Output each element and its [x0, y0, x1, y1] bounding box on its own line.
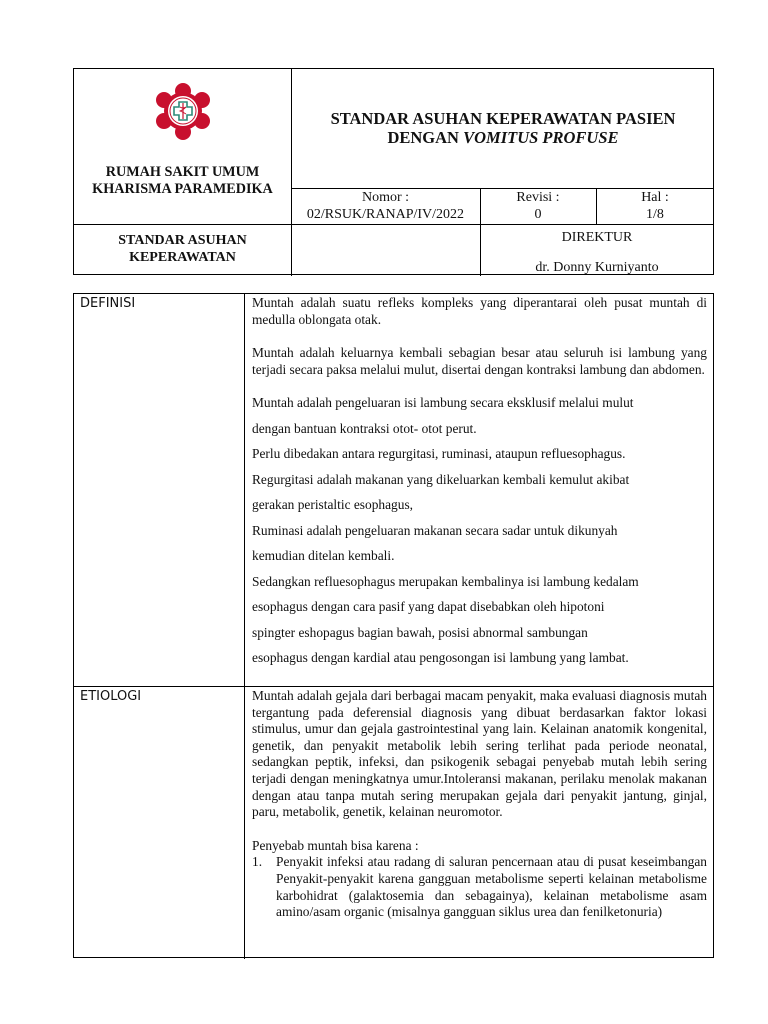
hospital-name: RUMAH SAKIT UMUM KHARISMA PARAMEDIKA	[92, 164, 273, 197]
definisi-label: DEFINISI	[80, 296, 136, 311]
definisi-text	[252, 295, 707, 671]
content-divider-row	[74, 686, 714, 687]
direktur-label: DIREKTUR	[561, 230, 633, 245]
etiologi-paragraph: Muntah adalah gejala dari berbagai macam penyakit, maka evaluasi diagnosis mutah tergantung pada deferensial diagnosis yang dibuat berdasarkan faktor lokasi stimulus, umur dan gejala gastrointestinal yang lain. Kelainan anatomik kongenital, genetik, dan penyakit metabolik lebih sering terlihat pada periode neonatal, sedangkan peptik, infeksi, dan psikogenik sebagai penyebab mutah lebih sering terjadi dengan meningkatnya umur.Intoleransi makanan, perilaku menolak makanan dengan atau tanpa mutah sering merupakan gejala dari penyakit jantung, ginjal, paru, metabolik, genetik, kelainan neuromotor.	[252, 688, 707, 820]
definisi-paragraph: Muntah adalah suatu refleks kompleks yang diperantarai oleh pusat muntah di medulla oblongata otak.	[252, 295, 707, 327]
hospital-logo	[154, 83, 212, 141]
definisi-paragraph: Muntah adalah keluarnya kembali sebagian besar atau seluruh isi lambung yang terjadi secara paksa melalui mulut, disertai dengan kontraksi lambung dan abdomen.	[252, 345, 707, 377]
content-table	[73, 293, 714, 958]
etiologi-paragraph: Penyebab muntah bisa karena :	[252, 837, 419, 853]
nomor-value: 02/RSUK/RANAP/IV/2022	[306, 207, 465, 222]
document-title: STANDAR ASUHAN KEPERAWATAN PASIEN DENGAN VOMITUS PROFUSE	[330, 109, 676, 147]
list-number: 1.	[252, 854, 263, 870]
list-item	[252, 854, 707, 920]
revisi-value: 0	[534, 207, 542, 222]
definisi-spaced-block: Muntah adalah pengeluaran isi lambung secara eksklusif melalui mulut dengan bantuan kontraksi otot- otot perut. Perlu dibedakan antara regurgitasi, ruminasi, ataupun refluesophagus. Regurgitasi adalah makanan yang dikeluarkan kembali kemulut akibat gerakan peristaltic esophagus, Ruminasi adalah pengeluaran makanan secara sadar untuk dikunyah kemudian ditelan kembali. Sedangkan refluesophagus merupakan kembalinya isi lambung kedalam esophagus dengan cara pasif yang dapat disebabkan oleh hipotoni spingter eshopagus bagian bawah, posisi abnormal sambungan esophagus dengan kardial atau pengosongan isi lambung yang lambat.	[252, 395, 639, 666]
document-header-table	[73, 68, 714, 275]
hal-value: 1/8	[646, 207, 664, 222]
direktur-name: dr. Donny Kurniyanto	[535, 260, 659, 275]
revisi-cell: Revisi : 0	[480, 189, 596, 223]
etiologi-text	[252, 688, 707, 921]
header-divider-vertical	[291, 69, 292, 276]
content-divider-vertical	[244, 294, 245, 959]
hal-cell: Hal : 1/8	[596, 189, 714, 223]
title-diagnosis: VOMITUS PROFUSE	[463, 128, 619, 147]
nomor-cell: Nomor : 02/RSUK/RANAP/IV/2022	[291, 189, 480, 223]
list-text: Penyakit infeksi atau radang di saluran pencernaan atau di pusat keseimbangan Penyakit-penyakit karena gangguan metabolisme seperti kelainan metabolisme karbohidrat (galaktosemia dan sebagainya), kelainan metabolisme asam amino/asam organic (misalnya gangguan siklus urea dan fenilketonuria)	[276, 854, 707, 920]
etiologi-label: ETIOLOGI	[80, 689, 142, 704]
header-divider-row	[74, 224, 714, 225]
sak-label: STANDAR ASUHAN KEPERAWATAN	[118, 233, 247, 265]
